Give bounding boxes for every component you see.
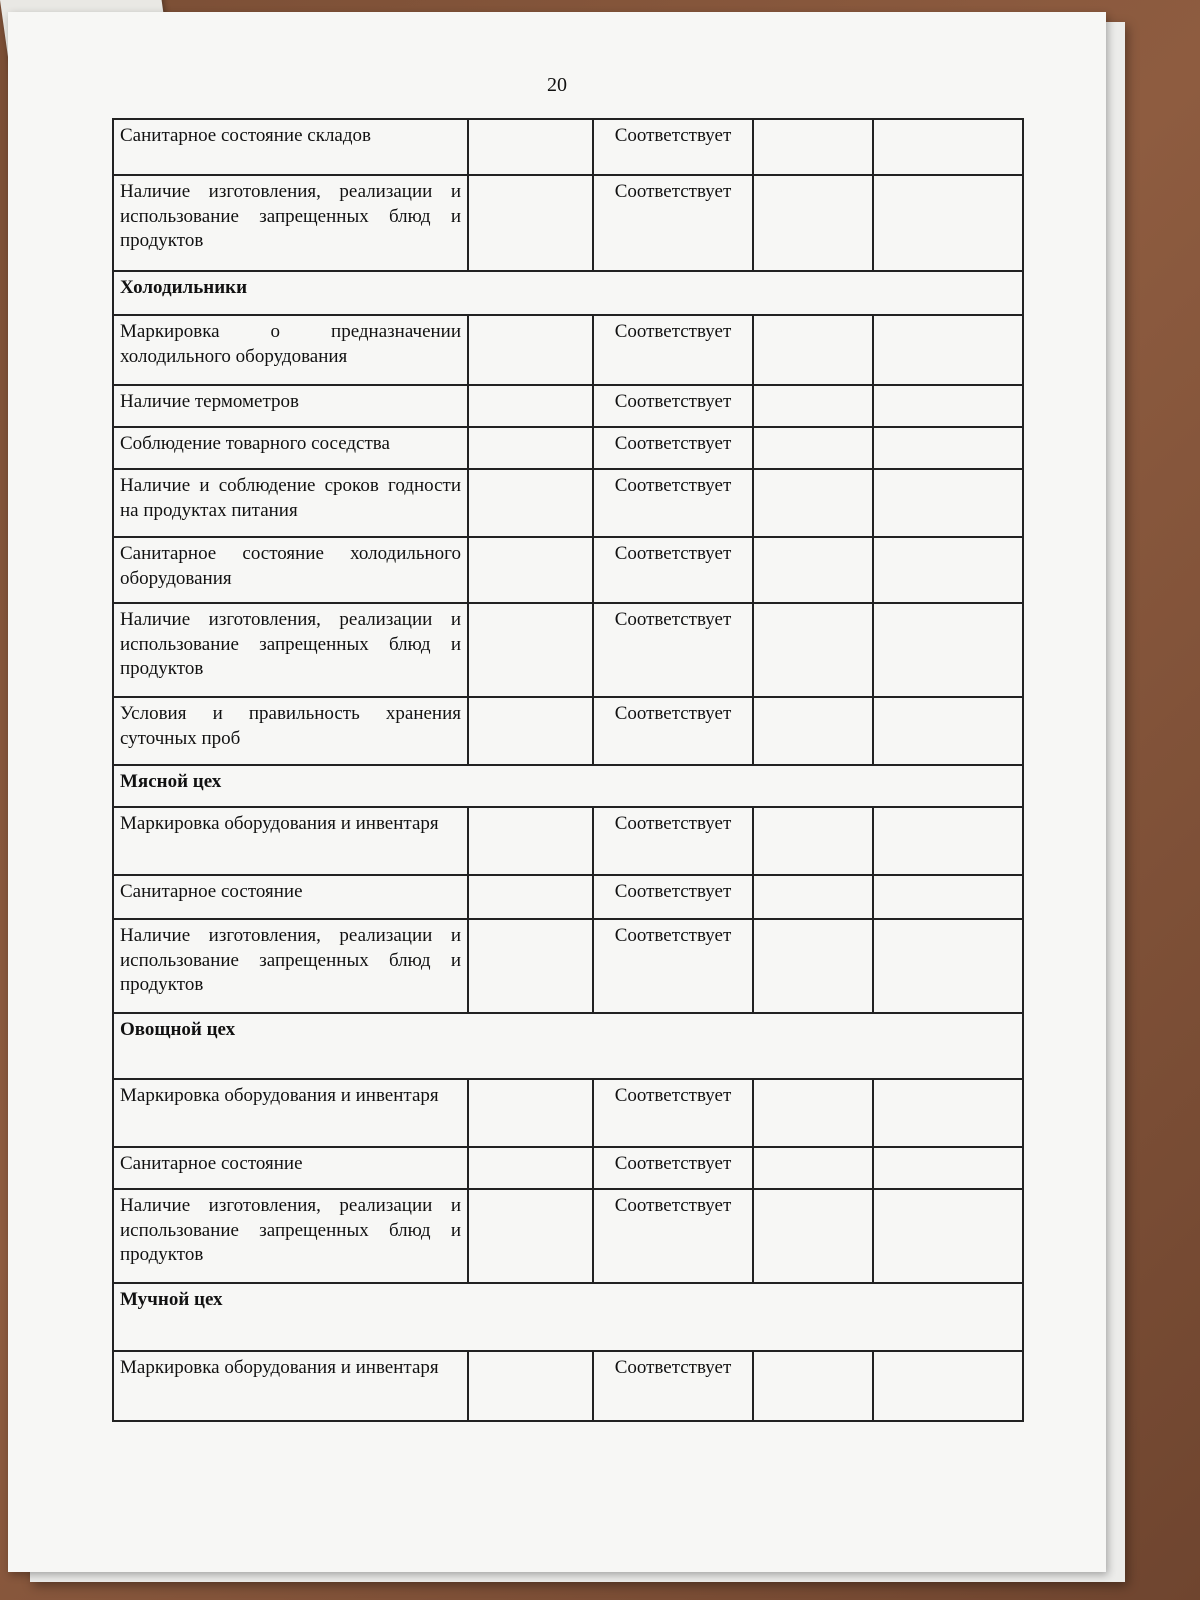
empty-cell [873, 603, 1023, 697]
empty-cell [468, 1351, 593, 1421]
table-row [113, 119, 1023, 175]
section-row [113, 1283, 1023, 1351]
section-title: Холодильники [113, 271, 1023, 315]
empty-cell [873, 697, 1023, 765]
requirement-cell: Маркировка о предназначении холодильного оборудования [113, 315, 468, 385]
empty-cell [753, 807, 873, 875]
empty-cell [468, 1147, 593, 1189]
empty-cell [873, 175, 1023, 271]
table-row [113, 385, 1023, 427]
status-cell: Соответствует [593, 427, 753, 469]
requirement-cell: Наличие изготовления, реализации и использование запрещенных блюд и продуктов [113, 919, 468, 1013]
empty-cell [753, 875, 873, 919]
empty-cell [753, 427, 873, 469]
requirement-cell: Маркировка оборудования и инвентаря [113, 807, 468, 875]
table-row [113, 807, 1023, 875]
empty-cell [468, 537, 593, 603]
empty-cell [468, 469, 593, 537]
empty-cell [468, 603, 593, 697]
requirement-cell: Санитарное состояние складов [113, 119, 468, 175]
table-row [113, 603, 1023, 697]
empty-cell [873, 427, 1023, 469]
status-cell: Соответствует [593, 119, 753, 175]
section-title: Овощной цех [113, 1013, 1023, 1079]
status-cell: Соответствует [593, 1351, 753, 1421]
status-cell: Соответствует [593, 315, 753, 385]
inspection-table-body [113, 119, 1023, 1421]
status-cell: Соответствует [593, 697, 753, 765]
page-number: 20 [547, 74, 567, 96]
status-cell: Соответствует [593, 175, 753, 271]
requirement-cell: Наличие изготовления, реализации и использование запрещенных блюд и продуктов [113, 1189, 468, 1283]
empty-cell [753, 603, 873, 697]
status-cell: Соответствует [593, 875, 753, 919]
empty-cell [468, 1189, 593, 1283]
status-cell: Соответствует [593, 919, 753, 1013]
table-row [113, 427, 1023, 469]
empty-cell [468, 385, 593, 427]
empty-cell [468, 119, 593, 175]
empty-cell [873, 1351, 1023, 1421]
status-cell: Соответствует [593, 537, 753, 603]
section-row [113, 1013, 1023, 1079]
section-title: Мясной цех [113, 765, 1023, 807]
empty-cell [753, 385, 873, 427]
empty-cell [753, 1351, 873, 1421]
table-row [113, 469, 1023, 537]
requirement-cell: Маркировка оборудования и инвентаря [113, 1079, 468, 1147]
empty-cell [873, 919, 1023, 1013]
empty-cell [753, 119, 873, 175]
requirement-cell: Санитарное состояние [113, 1147, 468, 1189]
status-cell: Соответствует [593, 603, 753, 697]
status-cell: Соответствует [593, 385, 753, 427]
requirement-cell: Наличие изготовления, реализации и использование запрещенных блюд и продуктов [113, 175, 468, 271]
empty-cell [468, 1079, 593, 1147]
section-row [113, 271, 1023, 315]
table-row [113, 537, 1023, 603]
empty-cell [873, 119, 1023, 175]
table-row [113, 875, 1023, 919]
table-row [113, 315, 1023, 385]
empty-cell [468, 919, 593, 1013]
requirement-cell: Наличие и соблюдение сроков годности на продуктах питания [113, 469, 468, 537]
empty-cell [468, 315, 593, 385]
requirement-cell: Условия и правильность хранения суточных проб [113, 697, 468, 765]
empty-cell [753, 537, 873, 603]
empty-cell [468, 175, 593, 271]
requirement-cell: Санитарное состояние [113, 875, 468, 919]
section-row [113, 765, 1023, 807]
empty-cell [753, 175, 873, 271]
empty-cell [468, 875, 593, 919]
table-row [113, 175, 1023, 271]
empty-cell [468, 427, 593, 469]
status-cell: Соответствует [593, 807, 753, 875]
empty-cell [873, 537, 1023, 603]
requirement-cell: Соблюдение товарного соседства [113, 427, 468, 469]
table-row [113, 919, 1023, 1013]
empty-cell [753, 315, 873, 385]
status-cell: Соответствует [593, 1079, 753, 1147]
empty-cell [873, 1189, 1023, 1283]
empty-cell [753, 1189, 873, 1283]
table-row [113, 697, 1023, 765]
empty-cell [753, 1147, 873, 1189]
empty-cell [468, 807, 593, 875]
inspection-table [112, 118, 1024, 1422]
empty-cell [873, 1079, 1023, 1147]
table-row [113, 1079, 1023, 1147]
empty-cell [753, 919, 873, 1013]
requirement-cell: Наличие изготовления, реализации и использование запрещенных блюд и продуктов [113, 603, 468, 697]
empty-cell [873, 469, 1023, 537]
empty-cell [753, 469, 873, 537]
section-title: Мучной цех [113, 1283, 1023, 1351]
requirement-cell: Наличие термометров [113, 385, 468, 427]
status-cell: Соответствует [593, 1147, 753, 1189]
empty-cell [753, 697, 873, 765]
empty-cell [468, 697, 593, 765]
requirement-cell: Маркировка оборудования и инвентаря [113, 1351, 468, 1421]
empty-cell [873, 315, 1023, 385]
table-row [113, 1189, 1023, 1283]
table-row [113, 1351, 1023, 1421]
empty-cell [753, 1079, 873, 1147]
table-row [113, 1147, 1023, 1189]
empty-cell [873, 385, 1023, 427]
empty-cell [873, 807, 1023, 875]
requirement-cell: Санитарное состояние холодильного оборудования [113, 537, 468, 603]
empty-cell [873, 1147, 1023, 1189]
empty-cell [873, 875, 1023, 919]
status-cell: Соответствует [593, 469, 753, 537]
status-cell: Соответствует [593, 1189, 753, 1283]
